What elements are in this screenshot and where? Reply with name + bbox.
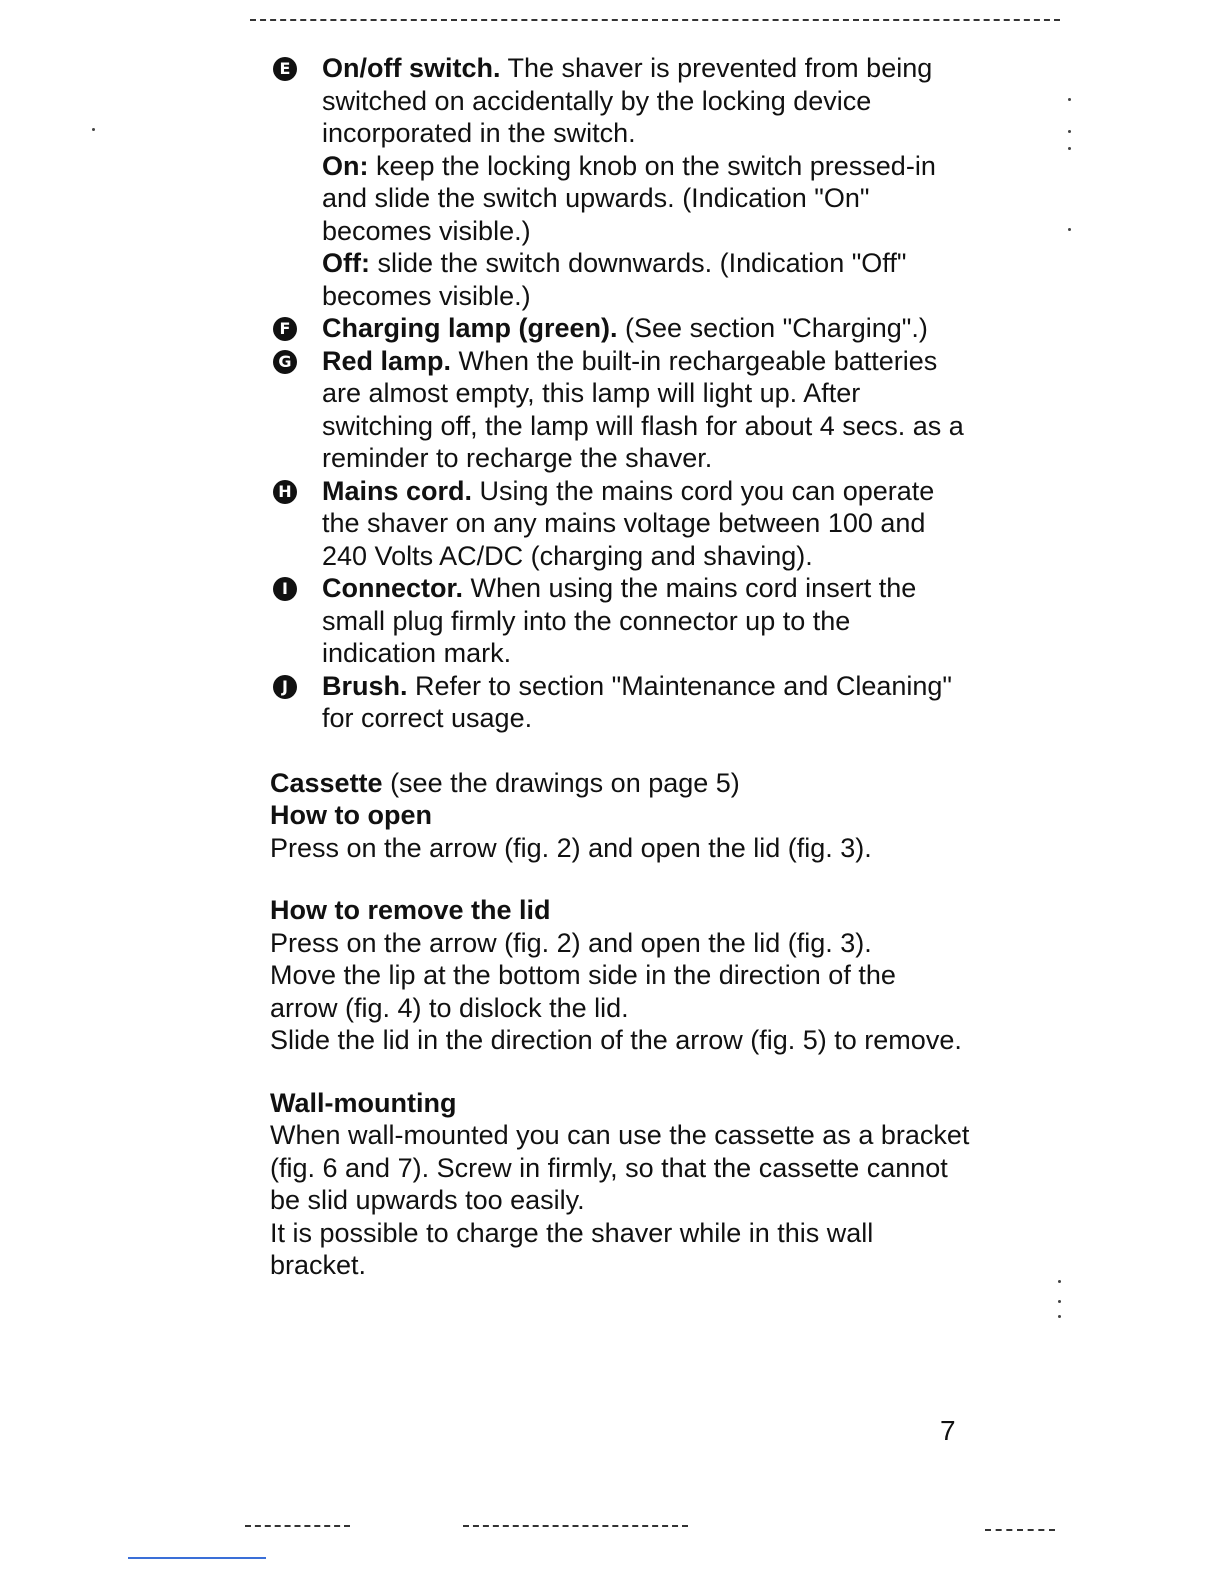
wall-mounting-title: Wall-mounting xyxy=(270,1087,457,1118)
item-text: Refer to section "Maintenance and Cleaning" for correct usage. xyxy=(322,670,953,733)
badge-h-icon: H xyxy=(273,480,297,504)
manual-page xyxy=(270,52,970,1282)
wall-mounting-line: When wall-mounted you can use the cassette as a bracket (fig. 6 and 7). Screw in firmly, so that the cassette cannot be slid upwards too easily. xyxy=(270,1120,970,1215)
scan-speck xyxy=(1068,130,1071,133)
item-text: Using the mains cord you can operate the shaver on any mains voltage between 100 and 240 Volts AC/DC (charging and shaving). xyxy=(322,475,935,571)
section-remove-lid xyxy=(270,894,970,1057)
cassette-note: (see the drawings on page 5) xyxy=(382,767,740,798)
bottom-rule xyxy=(985,1529,1055,1531)
item-text: When the built-in rechargeable batteries are almost empty, this lamp will light up. After switching off, the lamp will flash for about 4 secs. as a reminder to recharge the shaver. xyxy=(322,345,964,473)
bottom-rule xyxy=(245,1525,350,1527)
item-text: (See section "Charging".) xyxy=(617,313,928,343)
item-mains-cord xyxy=(270,475,970,573)
badge-j-icon: J xyxy=(273,675,297,699)
top-rule xyxy=(250,19,1060,21)
item-text: The shaver is prevented from being switched on accidentally by the locking device incorporated in the switch. xyxy=(322,53,933,148)
item-title: Charging lamp (green). xyxy=(322,313,618,343)
section-cassette xyxy=(270,767,970,865)
scan-speck xyxy=(1068,228,1071,231)
remove-lid-line: Slide the lid in the direction of the arrow (fig. 5) to remove. xyxy=(270,1025,962,1055)
bottom-rule xyxy=(463,1525,688,1527)
remove-lid-title: How to remove the lid xyxy=(270,895,551,925)
remove-lid-line: Press on the arrow (fig. 2) and open the lid (fig. 3). xyxy=(270,927,872,958)
how-to-open-title: How to open xyxy=(270,800,432,830)
badge-g-icon: G xyxy=(273,350,297,374)
cassette-title: Cassette xyxy=(270,767,383,798)
item-connector xyxy=(270,572,970,670)
scan-speck xyxy=(1068,147,1071,150)
item-title: Red lamp. xyxy=(322,345,452,376)
section-wall-mounting xyxy=(270,1087,970,1282)
sub-label-off: Off: xyxy=(322,248,370,278)
sub-text-on: keep the locking knob on the switch pressed-in and slide the switch upwards. (Indication "On" becomes visible.) xyxy=(322,150,936,246)
wall-mounting-line: It is possible to charge the shaver while in this wall bracket. xyxy=(270,1217,874,1280)
scan-speck xyxy=(92,128,95,131)
item-title: Mains cord. xyxy=(322,475,473,506)
item-title: Connector. xyxy=(322,573,464,603)
remove-lid-line: Move the lip at the bottom side in the direction of the arrow (fig. 4) to dislock the lid. xyxy=(270,960,896,1023)
item-text: When using the mains cord insert the small plug firmly into the connector up to the indication mark. xyxy=(322,573,917,668)
sub-text-off: slide the switch downwards. (Indication "Off" becomes visible.) xyxy=(322,248,907,311)
item-brush xyxy=(270,670,970,735)
item-red-lamp xyxy=(270,345,970,475)
how-to-open-text: Press on the arrow (fig. 2) and open the lid (fig. 3). xyxy=(270,832,872,863)
sub-label-on: On: xyxy=(322,150,369,181)
page-number: 7 xyxy=(940,1415,956,1446)
blue-underline xyxy=(128,1557,266,1559)
item-title: On/off switch. xyxy=(322,53,501,83)
badge-f-icon: F xyxy=(273,317,297,341)
badge-i-icon: I xyxy=(273,577,297,601)
item-title: Brush. xyxy=(322,670,408,701)
badge-e-icon: E xyxy=(273,57,297,81)
item-on-off-switch xyxy=(270,52,970,312)
scan-speck xyxy=(1058,1315,1061,1318)
scan-speck xyxy=(1058,1300,1061,1303)
scan-speck xyxy=(1068,98,1071,101)
item-charging-lamp xyxy=(270,312,970,345)
scan-speck xyxy=(1058,1280,1061,1283)
